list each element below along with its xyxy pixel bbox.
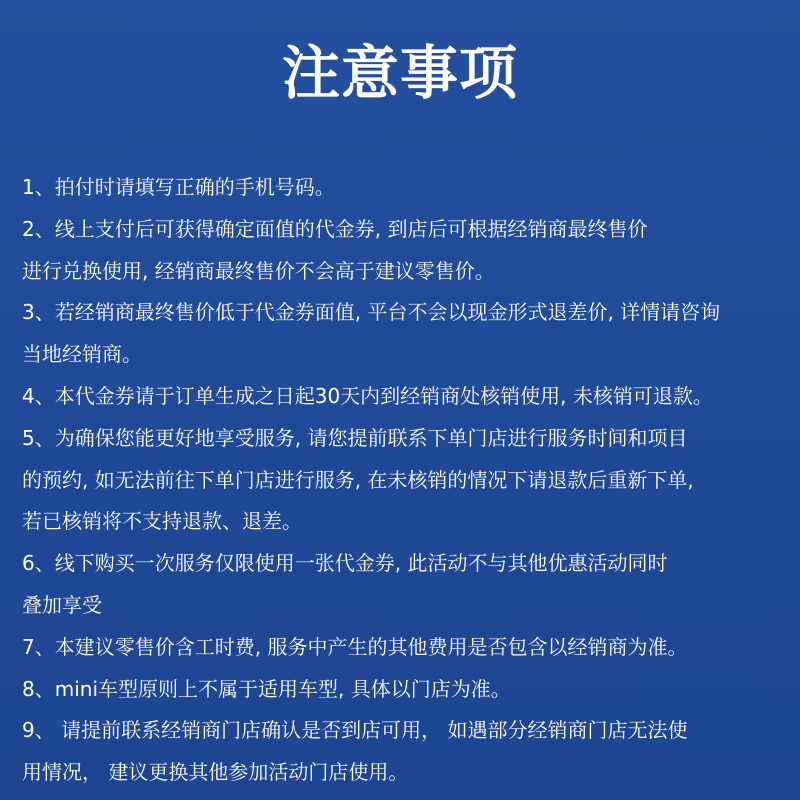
notice-line: 用情况， 建议更换其他参加活动门店使用。 [22, 760, 409, 785]
notice-line: 9、 请提前联系经销商门店确认是否到店可用， 如遇部分经销商门店无法使 [22, 718, 688, 743]
notice-line: 6、线下购买一次服务仅限使用一张代金券, 此活动不与其他优惠活动同时 [22, 551, 668, 576]
notice-line: 4、本代金券请于订单生成之日起30天内到经销商处核销使用, 未核销可退款。 [22, 383, 713, 408]
notice-item-3 [22, 292, 792, 376]
notice-line: 8、mini车型原则上不属于适用车型, 具体以门店为准。 [22, 676, 511, 701]
notice-line: 的预约, 如无法前往下单门店进行服务, 在未核销的情况下请退款后重新下单, [22, 467, 694, 492]
notice-line: 当地经销商。 [22, 342, 142, 367]
notice-item-1 [22, 167, 792, 209]
notice-item-7 [22, 627, 792, 669]
notice-item-5 [22, 418, 792, 543]
notice-line: 5、为确保您能更好地享受服务, 请您提前联系下单门店进行服务时间和项目 [22, 425, 688, 450]
notice-item-9 [22, 710, 792, 794]
notice-list [22, 167, 792, 794]
notice-line: 2、线上支付后可获得确定面值的代金券, 到店后可根据经销商最终售价 [22, 216, 648, 241]
notice-item-2 [22, 209, 792, 293]
notice-line: 进行兑换使用, 经销商最终售价不会高于建议零售价。 [22, 258, 495, 283]
page-title: 注意事项 [281, 39, 518, 107]
notice-item-6 [22, 543, 792, 627]
notice-line: 7、本建议零售价含工时费, 服务中产生的其他费用是否包含以经销商为准。 [22, 634, 688, 659]
notice-line: 3、若经销商最终售价低于代金券面值, 平台不会以现金形式退差价, 详情请咨询 [22, 300, 721, 325]
notice-line: 1、拍付时请填写正确的手机号码。 [22, 175, 335, 199]
notice-item-8 [22, 669, 792, 711]
notice-item-4 [22, 376, 792, 418]
notice-line: 若已核销将不支持退款、退差。 [22, 509, 302, 534]
notice-line: 叠加享受 [22, 592, 102, 617]
